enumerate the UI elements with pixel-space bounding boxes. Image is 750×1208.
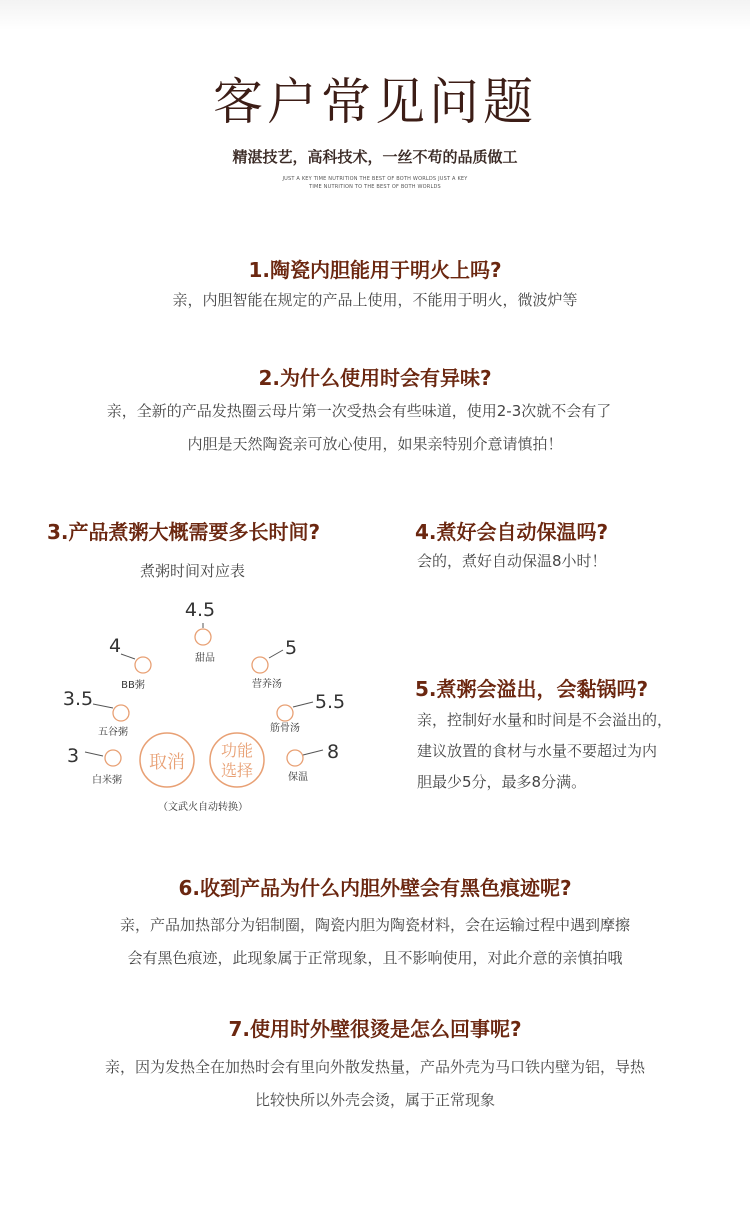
faq-answer-2-line-2: 内胆是天然陶瓷亲可放心使用，如果亲特别介意请慎拍！ [187,435,563,453]
dial-item [67,745,122,786]
dial-item-value: 4.5 [184,599,216,621]
dial-indicator-circle [105,750,121,766]
dial-leader-line [303,750,323,755]
dial-leader-line [269,650,283,658]
dial-item-value: 3 [66,745,80,767]
page-subtitle: 精湛技艺，高科技术，一丝不苟的品质做工 [232,148,518,166]
faq-question-4: 4.煮好会自动保温吗? [415,520,609,544]
dial-item-value: 5.5 [314,691,346,713]
dial-item-label: 保温 [288,772,308,783]
dial-item [109,635,151,691]
cooking-dial [55,590,365,820]
dial-indicator-circle [135,657,151,673]
dial-indicator-circle [195,629,211,645]
dial-item-label: 甜品 [195,653,215,664]
dial-indicator-circle [287,750,303,766]
dial-item-label: 筋骨汤 [270,723,300,734]
dial-leader-line [293,702,313,707]
faq-answer-4: 会的，煮好自动保温8小时！ [417,552,607,570]
cancel-button-graphic [140,733,194,787]
dial-item-label: 五谷粥 [98,727,128,738]
function-label-2: 选择 [220,761,254,780]
dial-item-label: 白米粥 [92,775,122,786]
faq-question-5: 5.煮粥会溢出，会黏锅吗? [415,677,649,701]
dial-item [287,741,339,783]
dial-item-value: 5 [284,637,298,659]
faq-answer-7-line-2: 比较快所以外壳会烫，属于正常现象 [254,1091,495,1109]
dial-item [185,599,215,664]
dial-caption: 煮粥时间对应表 [140,562,246,580]
faq-question-1: 1.陶瓷内胆能用于明火上吗? [248,258,502,282]
faq-answer-6-line-1: 亲，产品加热部分为铝制圈，陶瓷内胆为陶瓷材料，会在运输过程中遇到摩擦 [119,916,630,934]
dial-item-label: 营养汤 [252,679,282,690]
dial-indicator-circle [277,705,293,721]
page-title: 客户常见问题 [213,73,537,131]
faq-answer-5-line-2: 建议放置的食材与水量不要超过为内 [417,742,658,760]
faq-question-2: 2.为什么使用时会有异味? [258,366,492,390]
dial-item-value: 4 [108,635,122,657]
dial-indicator-circle [252,657,268,673]
dial-indicator-circle [113,705,129,721]
tagline-line-1: JUST A KEY TIME NUTRITION THE BEST OF BOTH WORLDS JUST A KEY [282,176,468,182]
faq-answer-7-line-1: 亲，因为发热全在加热时会有里向外散发热量，产品外壳为马口铁内壁为铝，导热 [104,1058,645,1076]
dial-note: （文武火自动转换） [158,802,248,813]
dial-item-value: 3.5 [62,688,94,710]
cancel-label: 取消 [149,752,185,773]
top-shadow [0,0,750,30]
faq-question-6: 6.收到产品为什么内胆外壁会有黑色痕迹呢? [178,876,572,900]
faq-answer-6-line-2: 会有黑色痕迹，此现象属于正常现象，且不影响使用，对此介意的亲慎拍哦 [127,949,623,967]
dial-item [63,688,129,738]
dial-item-value: 8 [326,741,340,763]
function-select-button-graphic [210,733,264,787]
dial-item-label: BB粥 [121,680,145,691]
faq-question-3: 3.产品煮粥大概需要多长时间? [47,520,321,544]
function-label-1: 功能 [220,741,254,760]
tagline-line-2: TIME NUTRITION TO THE BEST OF BOTH WORLDS [309,184,441,190]
dial-item [270,691,345,734]
faq-answer-2-line-1: 亲，全新的产品发热圈云母片第一次受热会有些味道，使用2-3次就不会有了 [106,402,612,420]
faq-question-7: 7.使用时外壁很烫是怎么回事呢? [228,1017,522,1041]
dial-leader-line [93,704,113,708]
dial-leader-line [85,752,103,756]
dial-item [252,637,297,690]
faq-answer-5-line-3: 胆最少5分，最多8分满。 [417,773,587,791]
faq-answer-5-line-1: 亲，控制好水量和时间是不会溢出的， [417,711,673,729]
dial-leader-line [121,654,135,659]
faq-answer-1: 亲，内胆智能在规定的产品上使用，不能用于明火，微波炉等 [172,291,578,309]
